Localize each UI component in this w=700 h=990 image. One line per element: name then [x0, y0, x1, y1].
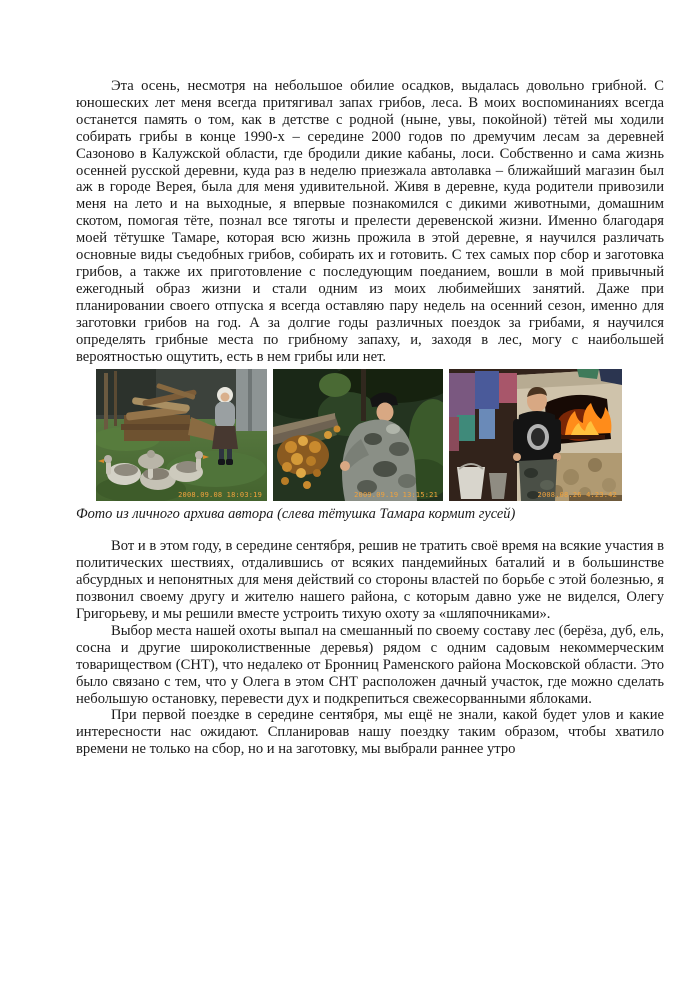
- photo-stove-fire: [449, 369, 622, 501]
- photo-timestamp: 2008.09.08 18:03:19: [178, 491, 262, 500]
- body-paragraph-2: Вот и в этом году, в середине сентября, решив не тратить своё время на всякие участия в политических шествиях, отдалившись от всяких пандемийных баталий и в большинстве абсурдных и непонятных для меня действий со стороны властей по борьбе с этой болезнью, я позвонил своему другу и жителю нашего района, с которым давно уже не виделся, Олегу Григорьеву, и мы решили вместе устроить тихую охоту за «шляпочниками».: [76, 538, 664, 623]
- photo-strip: [96, 369, 664, 501]
- body-paragraph-1: Эта осень, несмотря на небольшое обилие осадков, выдалась довольно грибной. С юношеских лет меня всегда притягивал запах грибов, леса. В моих воспоминаниях всегда останется память о том, как в детстве с родной (ныне, увы, покойной) тётей мы ходили собирать грибы в конце 1990-х – середине 2000 годов по дремучим лесам за деревней Сазоново в Калужской области, где бродили дикие кабаны, лоси. Собственно и сама жизнь осенней русской деревни, куда раз в неделю приезжала автолавка – ближайший магазин был аж в городе Верея, была для меня удивительной. Живя в деревне, куда родители привозили меня на лето и на выходные, я впервые познакомился с дикими животными, домашним скотом, помогая тёте, познал все тяготы и прелести деревенской жизни. Именно благодаря моей тётушке Тамаре, которая всю жизнь прожила в этой деревне, я научился различать основные виды съедобных грибов, собирать их и готовить. С тех самых пор сбор и заготовка грибов, а также их приготовление с последующим поеданием, вошли в мой привычный ежегодный образ жизни и стали одним из моих любимейших занятий. Даже при планировании своего отпуска я всегда оставляю пару недель на осенний сезон, именно для заготовки грибов на год. А за долгие годы различных поездок за грибами, я научился определять грибные места по грибному запаху, и, заходя в лес, могу с наибольшей вероятностью ощутить, есть в нем грибы или нет.: [76, 78, 664, 365]
- body-paragraph-4: При первой поездке в середине сентября, мы ещё не знали, какой будет улов и какие интересности нас ожидают. Спланировав нашу поездку таким образом, чтобы хватило времени не только на сбор, но и на заготовку, мы выбрали раннее утро: [76, 707, 664, 758]
- body-text-lower: [76, 538, 664, 758]
- body-paragraph-3: Выбор места нашей охоты выпал на смешанный по своему составу лес (берёза, дуб, ель, сосна и другие широколиственные деревья) рядом с одним садовым некоммерческим товариществом (СНТ), что недалеко от Бронниц Раменского района Московской области. Это было связано с тем, что у Олега в этом СНТ расположен дачный участок, где можно сделать небольшую остановку, перевести дух и подкрепиться свежесорванными яблоками.: [76, 622, 664, 707]
- photo-timestamp: 2008.08.26 4:23:42: [537, 491, 617, 500]
- photo-forest-mushrooms: [273, 369, 443, 501]
- photo-caption: Фото из личного архива автора (слева тётушка Тамара кормит гусей): [76, 506, 516, 523]
- photo-geese-yard: [96, 369, 267, 501]
- photo-timestamp: 2009.09.19 13:15:21: [354, 491, 438, 500]
- body-text: [76, 78, 664, 365]
